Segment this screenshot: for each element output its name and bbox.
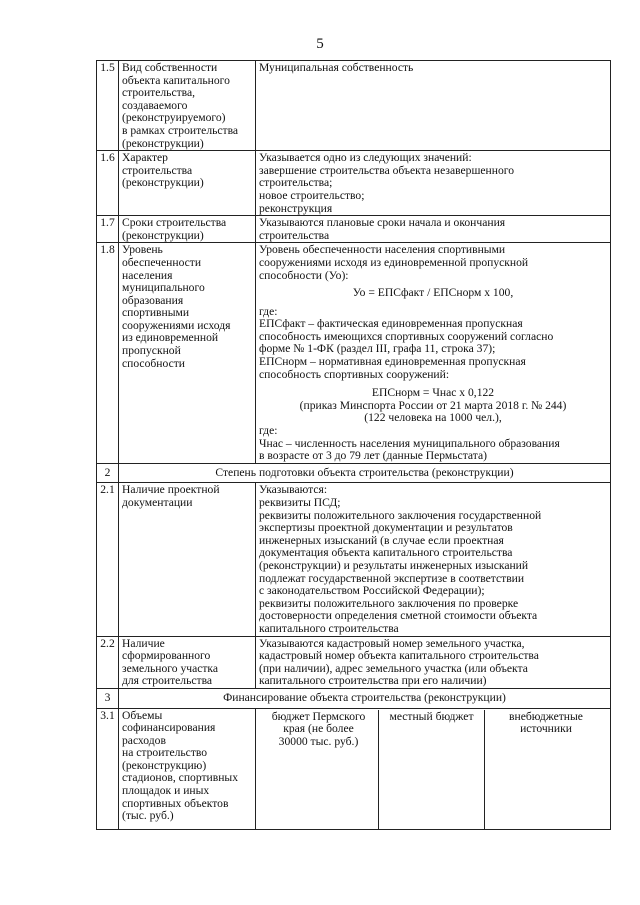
table-row [97,151,611,216]
row-label: Уровень обеспеченности населения муниципального образования спортивными сооружениями исходя из единовременной пропускной способности [119,243,256,464]
row-number: 2.2 [97,636,119,688]
row-number: 1.8 [97,243,119,464]
table-row [97,636,611,688]
funding-local-budget: местный бюджет [379,710,485,829]
page-number: 5 [316,36,324,52]
row-content: Указываются плановые сроки начала и окончания строительства [256,216,611,243]
funding-extrabudgetary: внебюджетные источники [509,709,583,736]
table-row [97,243,611,464]
funding-cell [256,708,611,829]
section-row [97,688,611,708]
row-content: Указывается одно из следующих значений: завершение строительства объекта незавершенного строительства; новое строительство; реконструкция [256,151,611,216]
row-content: Указываются: реквизиты ПСД; реквизиты положительного заключения государственной экспертизы проектной документации и результатов инженерных изысканий (в случае если проектная документация объекта капитального строительства (реконструкции) и результаты инженерных изысканий подлежат государственной экспертизе в соответствии с законодательством Российской Федерации); реквизиты положительного заключения по проверке достоверности определения сметной стоимости объекта капитального строительства [256,483,611,636]
row-number: 1.7 [97,216,119,243]
row-content: Муниципальная собственность [256,61,611,151]
row-number: 3.1 [97,708,119,829]
section-row [97,463,611,483]
formula-epsnorm: ЕПСнорм = Чнас х 0,122 [371,386,495,400]
row-label: Сроки строительства (реконструкции) [119,216,256,243]
section-title: Финансирование объекта строительства (реконструкции) [119,688,611,708]
table-row [97,483,611,636]
row-label: Наличие проектной документации [119,483,256,636]
section-number: 3 [97,688,119,708]
section-number: 2 [97,463,119,483]
formula-uo: Уо = ЕПСфакт / ЕПСнорм х 100, [352,286,514,300]
section-title: Степень подготовки объекта строительства (реконструкции) [119,463,611,483]
row-number: 2.1 [97,483,119,636]
row-content: Уровень обеспеченности населения спортивными сооружениями исходя из единовременной пропускной способности (Уо): Уо = ЕПСфакт / ЕПСнорм х 100, где: ЕПСфакт – фактическая единовременная пропускная способность имеющихся спортивных сооружений согласно форме № 1-ФК (раздел III, графа 11, строка 37); ЕПСнорм – нормативная единовременная пропускная способность спортивных сооружений: ЕПСнорм = Чнас х 0,122 (приказ Минспорта России от 21 марта 2018 г. № 244) (122 человека на 1000 чел.), где: Чнас – численность населения муниципального образования в возрасте от 3 до 79 лет (данные Пермьстата) [256,243,611,464]
document-table [96,60,611,830]
table-row [97,216,611,243]
row-label: Вид собственности объекта капитального строительства, создаваемого (реконструируемого) в рамках строительства (реконструкции) [119,61,256,151]
row-label: Наличие сформированного земельного участка для строительства [119,636,256,688]
table-row [97,708,611,829]
row-number: 1.6 [97,151,119,216]
table-row [97,61,611,151]
funding-regional-budget: бюджет Пермского края (не более 30000 тыс. руб.) [259,710,379,829]
row-label: Объемы софинансирования расходов на строительство (реконструкцию) стадионов, спортивных площадок и иных спортивных объектов (тыс. руб.) [119,708,256,829]
row-label: Характер строительства (реконструкции) [119,151,256,216]
funding-columns [259,710,607,829]
row-content: Указываются кадастровый номер земельного участка, кадастровый номер объекта капитального строительства (при наличии), адрес земельного участка (или объекта капитального строительства при его наличии) [256,636,611,688]
row-number: 1.5 [97,61,119,151]
